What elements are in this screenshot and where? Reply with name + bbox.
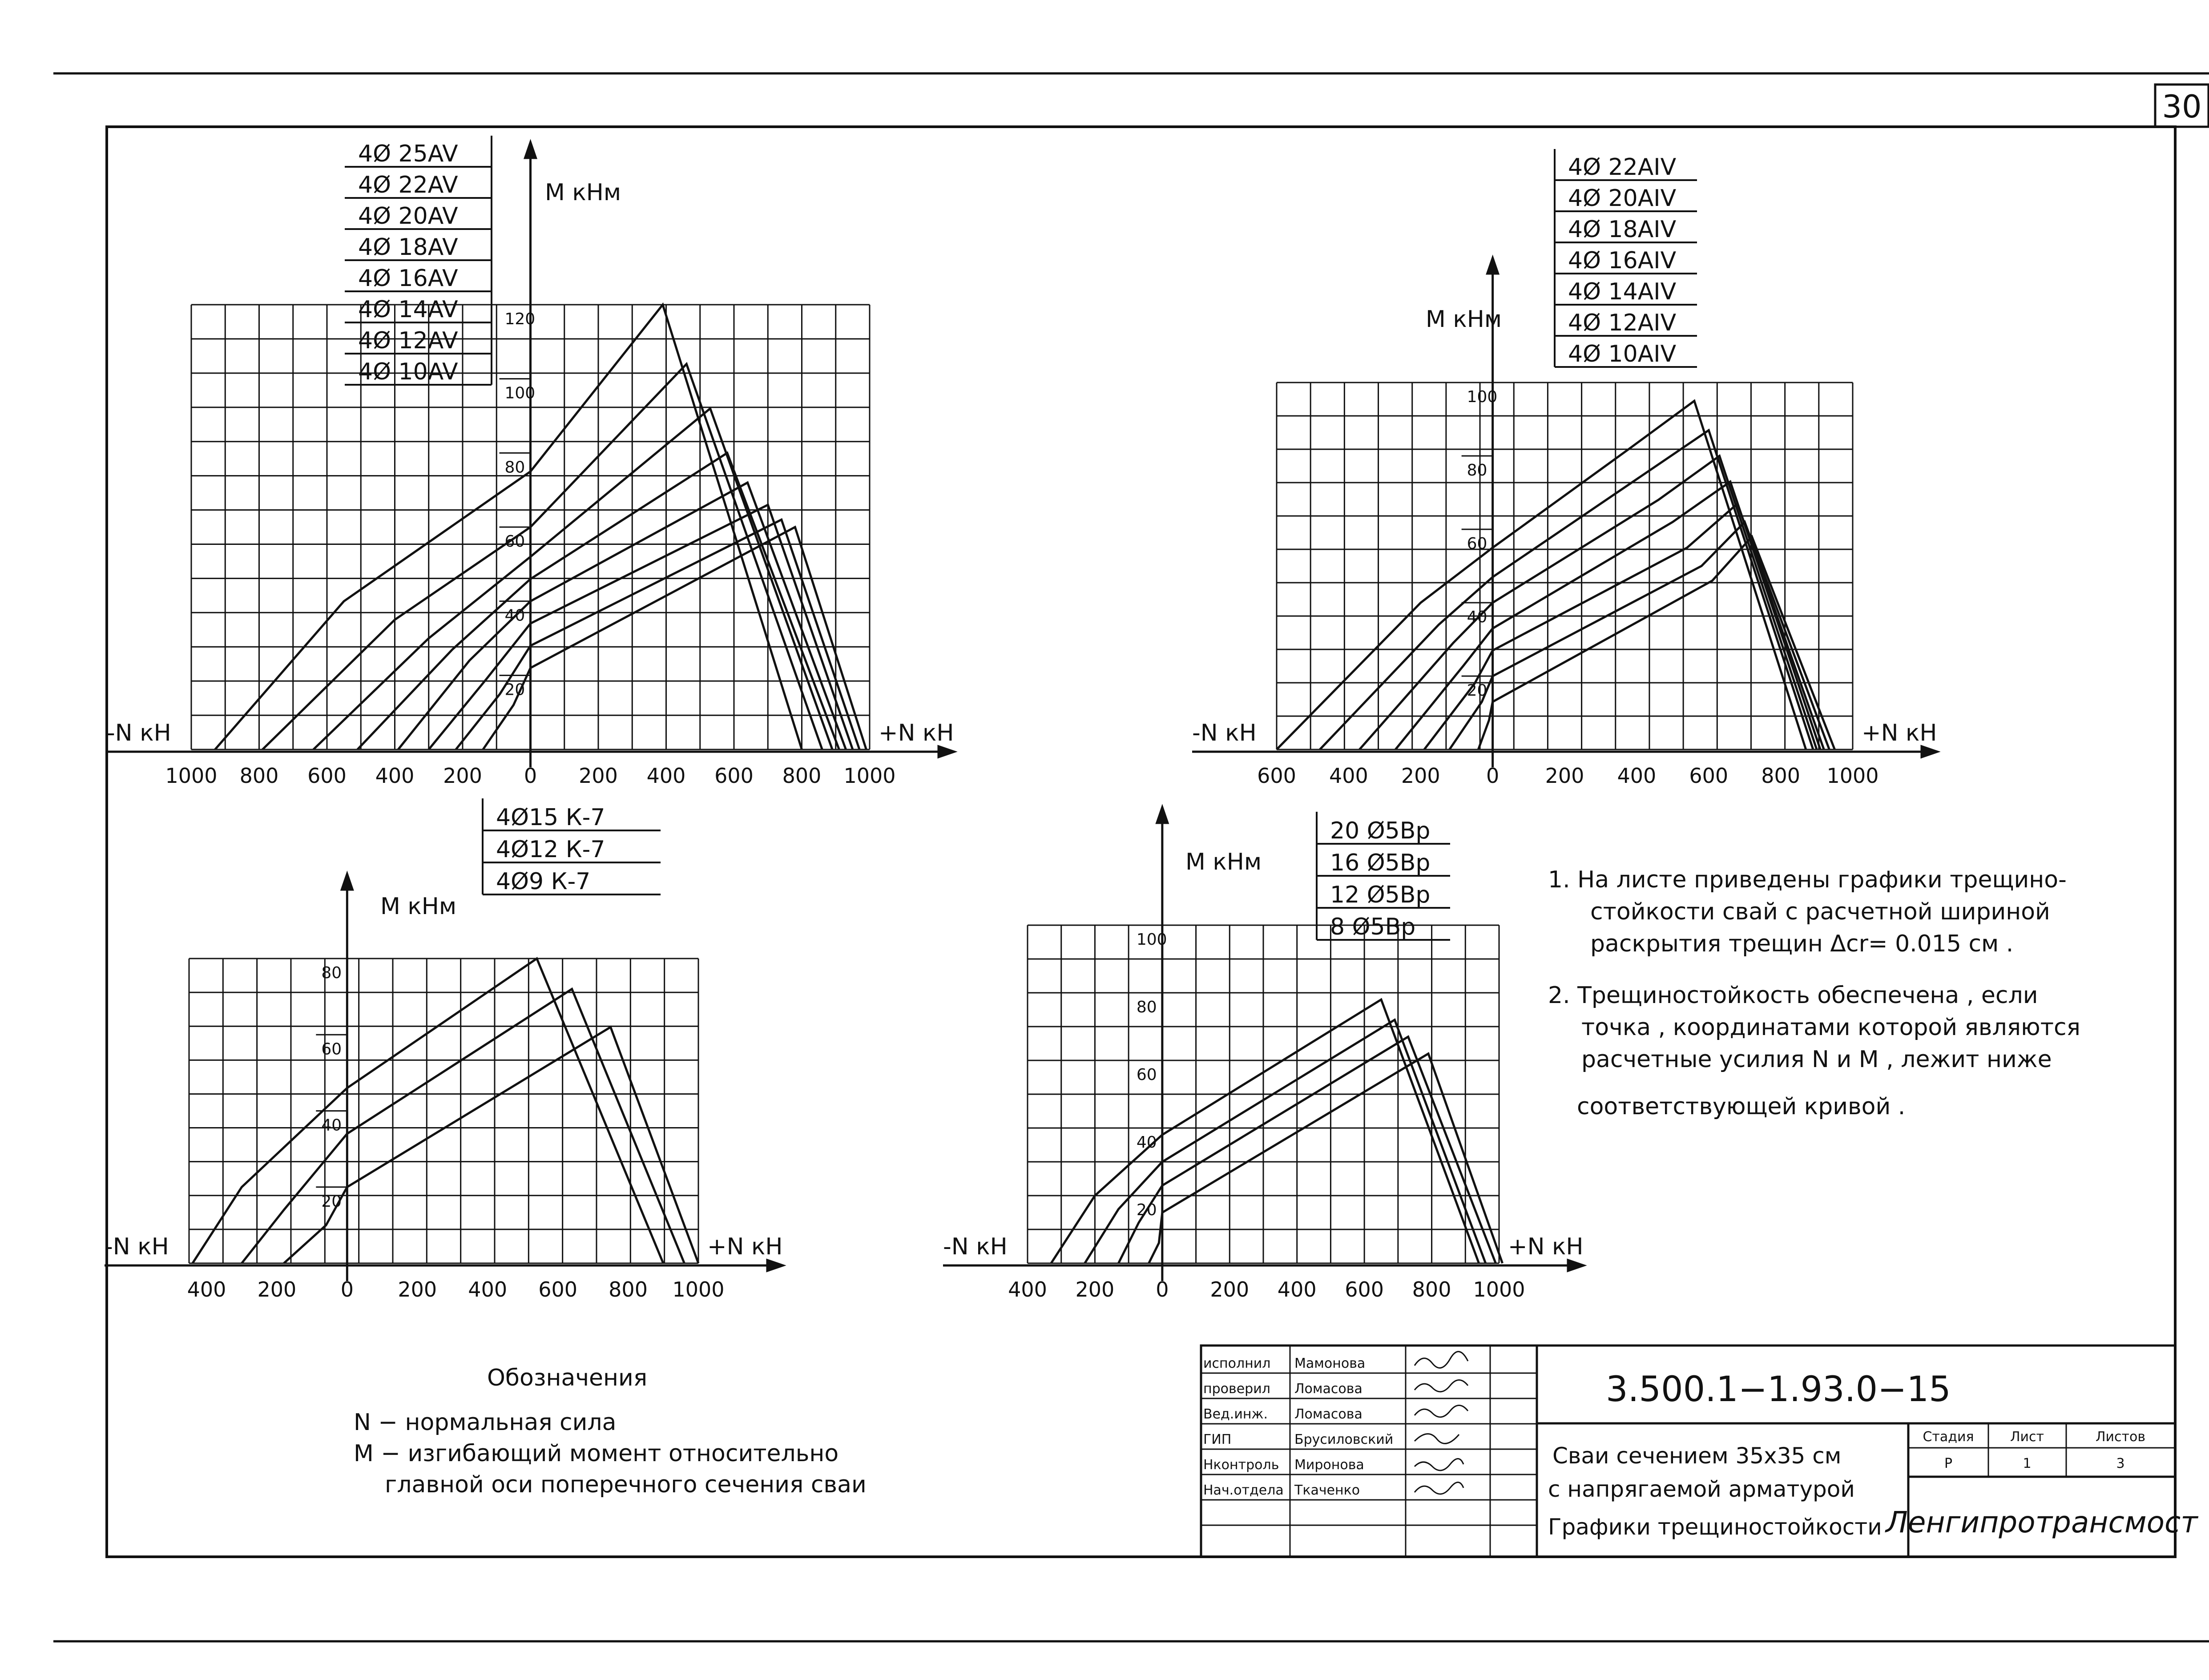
- x-tick-label: 600: [1257, 764, 1296, 788]
- y-tick-label: 60: [1136, 1066, 1157, 1084]
- stage-value: Р: [1944, 1456, 1953, 1471]
- x-tick-label: 600: [307, 764, 347, 788]
- series-line: [1359, 456, 1817, 749]
- chart-grid: [1028, 925, 1499, 1263]
- y-tick-label: 40: [1136, 1133, 1157, 1152]
- title-block: [1201, 1346, 2199, 1557]
- x-tick-label: 200: [257, 1277, 297, 1301]
- legend-entry: 4Ø12 К-7: [496, 836, 605, 863]
- note-2-line-2: точка , координатами которой являются: [1581, 1014, 2080, 1041]
- x-tick-label: 800: [782, 764, 822, 788]
- x-tick-label: 600: [1689, 764, 1729, 788]
- legend-entry: 4Ø15 К-7: [496, 804, 605, 831]
- x-tick-label: 800: [1412, 1277, 1451, 1301]
- role-2: проверил: [1203, 1381, 1270, 1397]
- x-axis-label-negative: -N кН: [107, 720, 171, 746]
- legend-entry: 4Ø 20AV: [358, 203, 458, 230]
- title-line-2: с напрягаемой арматурой: [1548, 1476, 1855, 1502]
- series-legend: [1317, 812, 1450, 940]
- series-line: [1320, 430, 1813, 749]
- x-axis-label-positive: +N кН: [707, 1233, 783, 1260]
- name-1: Мамонова: [1294, 1356, 1366, 1371]
- legend-entry: 4Ø 25AV: [358, 141, 458, 167]
- x-tick-label: 1000: [165, 764, 218, 788]
- y-tick-label: 100: [1136, 931, 1167, 949]
- y-tick-label: 80: [1136, 998, 1157, 1016]
- x-tick-label: 0: [340, 1277, 354, 1301]
- x-tick-label: 600: [1345, 1277, 1384, 1301]
- name-3: Ломасова: [1294, 1406, 1362, 1422]
- chart-crack-resistance-av: [107, 136, 954, 788]
- y-tick-label: 100: [1467, 388, 1498, 406]
- x-tick-label: 400: [187, 1277, 226, 1301]
- y-tick-label: 120: [504, 310, 536, 328]
- legend-line-3: главной оси поперечного сечения сваи: [385, 1471, 867, 1498]
- legend-entry: 16 Ø5Bp: [1330, 850, 1431, 876]
- x-tick-label: 0: [1156, 1277, 1169, 1301]
- series-legend: [483, 798, 661, 895]
- name-2: Ломасова: [1294, 1381, 1362, 1397]
- note-2-line-3: расчетные усилия N и M , лежит ниже: [1581, 1046, 2052, 1073]
- x-axis-label-negative: -N кН: [943, 1233, 1008, 1260]
- x-tick-label: 1000: [1473, 1277, 1525, 1301]
- document-code: 3.500.1−1.93.0−15: [1606, 1370, 1951, 1410]
- note-1-line-3: раскрытия трещин Δcr= 0.015 см .: [1590, 931, 2014, 957]
- x-tick-label: 800: [239, 764, 279, 788]
- legend: [354, 1365, 867, 1498]
- x-tick-label: 400: [646, 764, 686, 788]
- role-3: Вед.инж.: [1203, 1406, 1268, 1422]
- y-tick-label: 40: [504, 606, 525, 625]
- legend-entry: 4Ø 16AIV: [1568, 247, 1677, 274]
- y-tick-label: 80: [504, 458, 525, 477]
- organization: Ленгипротрансмост: [1886, 1505, 2198, 1539]
- y-tick-label: 40: [1467, 608, 1487, 626]
- role-4: ГИП: [1203, 1432, 1232, 1447]
- series-line: [1051, 999, 1479, 1263]
- note-1-line-2: стойкости свай с расчетной шириной: [1590, 898, 2050, 925]
- legend-entry: 4Ø 16AV: [358, 265, 458, 292]
- series-line: [1149, 1054, 1503, 1263]
- x-tick-label: 200: [579, 764, 618, 788]
- sheets-label: Листов: [2095, 1429, 2146, 1445]
- legend-entry: 4Ø9 К-7: [496, 868, 591, 895]
- x-tick-label: 200: [1210, 1277, 1250, 1301]
- legend-entry: 12 Ø5Bp: [1330, 882, 1431, 908]
- x-tick-label: 1000: [672, 1277, 725, 1301]
- series-line: [1450, 522, 1830, 750]
- y-axis-label: М кНм: [545, 179, 621, 206]
- x-tick-label: 800: [609, 1277, 648, 1301]
- y-tick-label: 80: [1467, 461, 1487, 479]
- x-tick-label: 600: [538, 1277, 578, 1301]
- x-axis-label-negative: -N кН: [105, 1233, 169, 1260]
- legend-entry: 4Ø 18AV: [358, 234, 458, 261]
- chart-axes: [1192, 258, 1937, 767]
- x-tick-label: 400: [1617, 764, 1657, 788]
- legend-entry: 20 Ø5Bp: [1330, 818, 1431, 844]
- sheet-number: 30: [2162, 89, 2202, 125]
- note-2-line-4: соответствующей кривой .: [1577, 1093, 1906, 1120]
- x-tick-label: 200: [443, 764, 482, 788]
- legend-line-1: N − нормальная сила: [354, 1409, 617, 1436]
- series-line: [193, 959, 663, 1263]
- sheets-value: 3: [2116, 1456, 2125, 1471]
- x-tick-label: 200: [1401, 764, 1440, 788]
- sheet-label: Лист: [2010, 1429, 2044, 1445]
- x-axis-label-positive: +N кН: [1862, 720, 1937, 746]
- x-axis-label-positive: +N кН: [879, 720, 954, 746]
- sheet-value: 1: [2023, 1456, 2032, 1471]
- chart-crack-resistance-bp: [943, 807, 1584, 1301]
- y-axis-label: М кНм: [1185, 849, 1262, 875]
- stage-label: Стадия: [1923, 1429, 1974, 1445]
- legend-entry: 4Ø 22AV: [358, 172, 458, 198]
- chart-crack-resistance-k7: [105, 798, 783, 1301]
- legend-entry: 4Ø 14AV: [358, 296, 458, 323]
- x-tick-label: 200: [1545, 764, 1584, 788]
- legend-entry: 4Ø 10AV: [358, 359, 458, 385]
- legend-heading: Обозначения: [487, 1365, 648, 1391]
- chart-crack-resistance-aiv: [1192, 149, 1937, 788]
- y-tick-label: 100: [504, 384, 536, 403]
- series-line: [398, 483, 846, 749]
- x-tick-label: 400: [468, 1277, 508, 1301]
- legend-entry: 8 Ø5Bp: [1330, 914, 1416, 940]
- x-tick-label: 400: [1277, 1277, 1317, 1301]
- title-line-1: Сваи сечением 35х35 см: [1552, 1443, 1842, 1469]
- x-tick-label: 800: [1761, 764, 1801, 788]
- x-tick-label: 600: [714, 764, 754, 788]
- legend-entry: 4Ø 10AIV: [1568, 341, 1677, 367]
- chart-grid: [1277, 383, 1853, 749]
- x-tick-label: 200: [398, 1277, 437, 1301]
- title-line-3: Графики трещиностойкости: [1548, 1514, 1882, 1540]
- legend-entry: 4Ø 20AIV: [1568, 185, 1677, 212]
- x-axis-label-negative: -N кН: [1192, 720, 1257, 746]
- x-tick-label: 400: [1008, 1277, 1047, 1301]
- x-tick-label: 400: [1329, 764, 1368, 788]
- series-legend: [345, 136, 492, 385]
- role-1: исполнил: [1203, 1356, 1271, 1371]
- y-axis-label: М кНм: [1426, 306, 1502, 333]
- y-axis-label: М кНм: [380, 893, 457, 920]
- note-1-line-1: 1. На листе приведены графики трещино-: [1548, 866, 2067, 893]
- y-tick-label: 20: [504, 681, 525, 699]
- y-tick-label: 60: [504, 532, 525, 551]
- name-4: Брусиловский: [1294, 1432, 1394, 1447]
- x-tick-label: 0: [1486, 764, 1500, 788]
- legend-entry: 4Ø 12AV: [358, 327, 458, 354]
- series-legend: [1555, 149, 1697, 367]
- x-tick-label: 0: [524, 764, 537, 788]
- series-line: [483, 527, 867, 749]
- x-axis-label-positive: +N кН: [1508, 1233, 1584, 1260]
- y-tick-label: 60: [1467, 535, 1487, 553]
- legend-entry: 4Ø 14AIV: [1568, 278, 1677, 305]
- y-tick-label: 60: [321, 1040, 342, 1059]
- note-2-line-1: 2. Трещиностойкость обеспечена , если: [1548, 982, 2038, 1009]
- x-tick-label: 1000: [843, 764, 896, 788]
- notes: [1548, 866, 2080, 1120]
- name-5: Миронова: [1294, 1457, 1364, 1473]
- y-tick-label: 20: [1467, 681, 1487, 700]
- x-tick-label: 200: [1075, 1277, 1115, 1301]
- legend-entry: 4Ø 22AIV: [1568, 154, 1677, 181]
- legend-entry: 4Ø 18AIV: [1568, 216, 1677, 243]
- legend-line-2: M − изгибающий момент относительно: [354, 1440, 839, 1467]
- x-tick-label: 1000: [1826, 764, 1879, 788]
- x-tick-label: 400: [375, 764, 415, 788]
- series-line: [1277, 401, 1806, 749]
- y-tick-label: 20: [321, 1192, 342, 1211]
- role-6: Нач.отдела: [1203, 1483, 1284, 1498]
- y-tick-label: 80: [321, 964, 342, 982]
- name-6: Ткаченко: [1294, 1483, 1360, 1498]
- y-tick-label: 20: [1136, 1201, 1157, 1219]
- legend-entry: 4Ø 12AIV: [1568, 310, 1677, 336]
- y-tick-label: 40: [321, 1116, 342, 1135]
- role-5: Нконтроль: [1203, 1457, 1279, 1473]
